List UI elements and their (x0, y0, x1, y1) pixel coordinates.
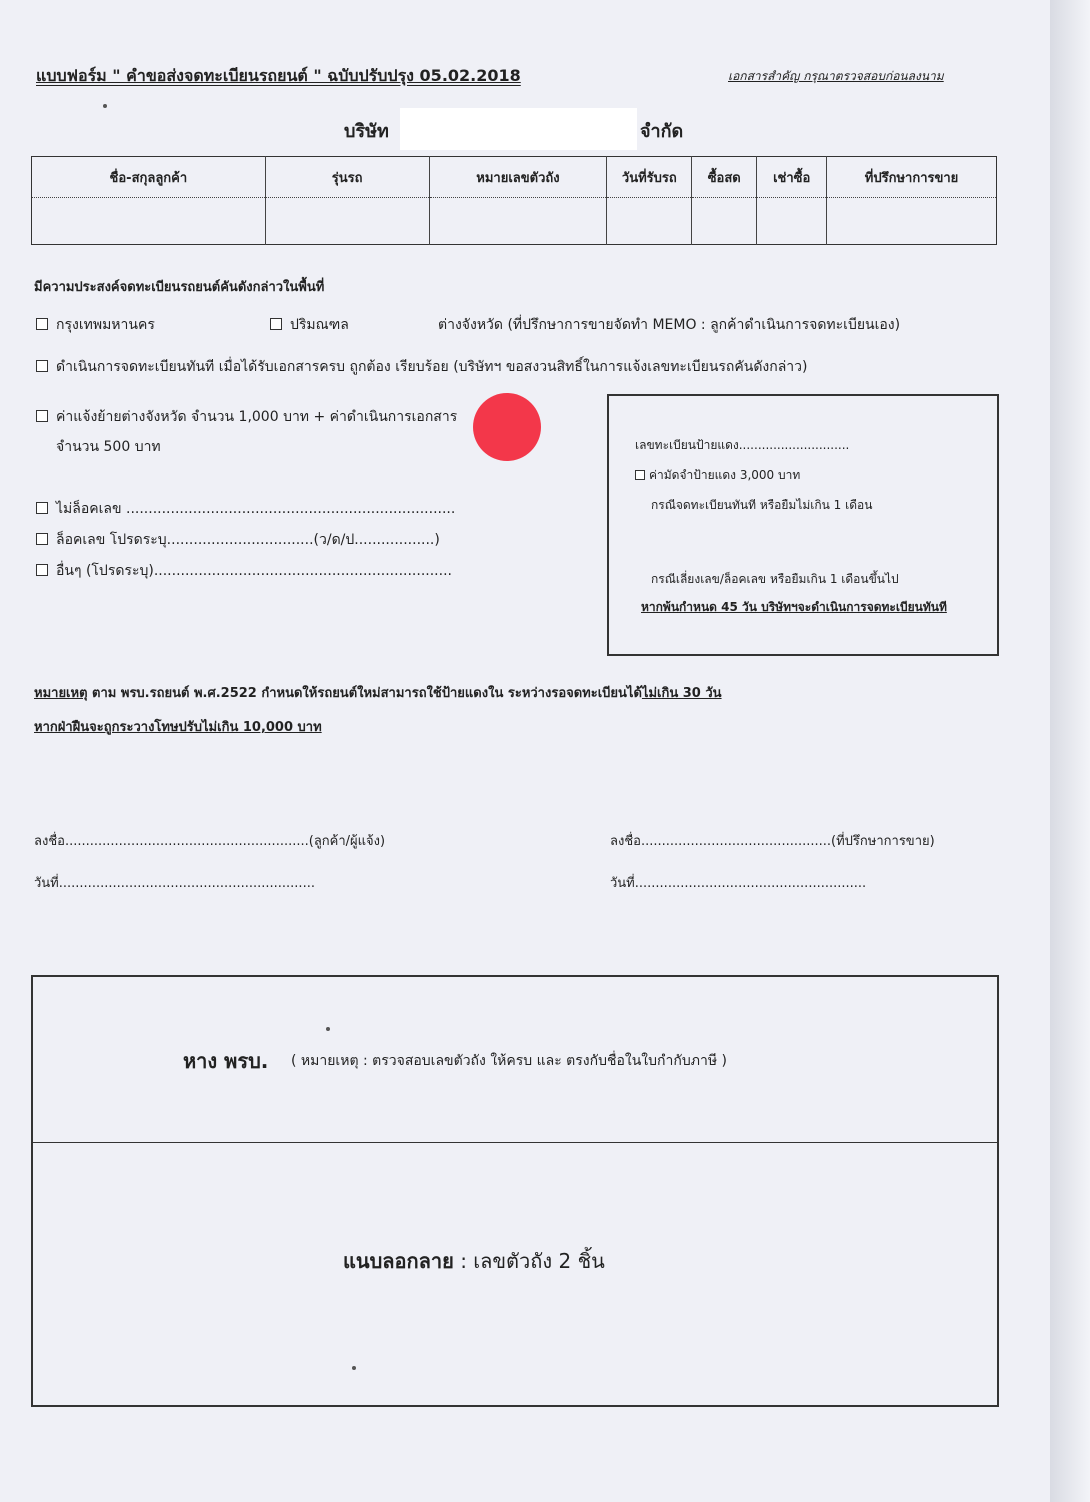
header-model: รุ่นรถ (265, 157, 429, 198)
option-upcountry: ต่างจังหวัด (ที่ปรึกษาการขายจัดทำ MEMO : ลูกค้าดำเนินการจดทะเบียนเอง) (438, 317, 901, 333)
red-plate-deposit-label: ค่ามัดจำป้ายแดง 3,000 บาท (649, 468, 801, 482)
option-move-fee-label: ค่าแจ้งย้ายต่างจังหวัด จำนวน 1,000 บาท + ค่าดำเนินการเอกสาร (56, 409, 458, 425)
checkbox-no-lock[interactable] (36, 502, 48, 514)
attachment-value: : เลขตัวถัง 2 ชิ้น (453, 1249, 605, 1273)
cell-model[interactable] (265, 198, 429, 245)
option-immediate[interactable] (36, 356, 808, 378)
cell-delivery-date[interactable] (607, 198, 692, 245)
option-move-fee[interactable] (36, 406, 457, 428)
red-plate-deposit[interactable] (635, 466, 800, 485)
customer-signature-line[interactable]: ลงชื่อ...........................................................(ลูกค้า/ผู้แจ้ง) (34, 834, 386, 849)
company-suffix: จำกัด (640, 121, 684, 142)
red-plate-box (607, 394, 999, 656)
cell-hire-purchase[interactable] (757, 198, 827, 245)
option-no-lock-label: ไม่ล็อคเลข .......................................................................... (56, 501, 456, 517)
customer-table (31, 156, 997, 245)
header-delivery-date: วันที่รับรถ (607, 157, 692, 198)
attachment-label: แนบลอกลาย (343, 1249, 454, 1273)
remark-line-2: หากฝ่าฝืนจะถูกระวางโทษปรับไม่เกิน 10,000 บาท (34, 720, 322, 735)
checkbox-perimeter[interactable] (270, 318, 282, 330)
important-notice: เอกสารสำคัญ กรุณาตรวจสอบก่อนลงนาม (728, 69, 944, 83)
header-cash-purchase: ซื้อสด (692, 157, 757, 198)
department-name: หาง พรบ. (183, 1049, 269, 1073)
intent-heading: มีความประสงค์จดทะเบียนรถยนต์คันดังกล่าวในพื้นที่ (34, 280, 325, 295)
header-hire-purchase: เช่าซื้อ (757, 157, 827, 198)
speck (326, 1027, 330, 1031)
option-perimeter[interactable] (270, 314, 349, 336)
remark-limit: ไม่เกิน 30 วัน (641, 686, 722, 701)
red-dot-sticker (473, 393, 541, 461)
header-sales-advisor: ที่ปรึกษาการขาย (827, 157, 997, 198)
cell-customer-name[interactable] (32, 198, 266, 245)
option-other-label: อื่นๆ (โปรดระบุ)................................................................... (56, 563, 452, 579)
form-title: แบบฟอร์ม " คำขอส่งจดทะเบียนรถยนต์ " ฉบับปรับปรุง 05.02.2018 (36, 66, 521, 85)
red-plate-case-immediate: กรณีจดทะเบียนทันที หรือยืมไม่เกิน 1 เดือน (651, 498, 873, 512)
checkbox-move-fee[interactable] (36, 410, 48, 422)
page-edge-shadow (1050, 0, 1090, 1502)
attachment-line (343, 1245, 605, 1277)
option-bangkok[interactable] (36, 314, 155, 336)
move-fee-line-2: จำนวน 500 บาท (56, 439, 161, 455)
checkbox-deposit[interactable] (635, 470, 645, 480)
option-perimeter-label: ปริมณฑล (290, 317, 349, 333)
option-lock-label: ล็อคเลข โปรดระบุ.................................(ว/ด/ป..................) (56, 532, 440, 548)
checkbox-bangkok[interactable] (36, 318, 48, 330)
speck (103, 104, 107, 108)
speck (352, 1366, 356, 1370)
header-chassis-number: หมายเลขตัวถัง (429, 157, 607, 198)
redacted-company-name (400, 108, 637, 150)
red-plate-case-lock: กรณีเลี่ยงเลข/ล็อคเลข หรือยืมเกิน 1 เดือนขึ้นไป (651, 572, 899, 586)
cell-sales-advisor[interactable] (827, 198, 997, 245)
option-lock[interactable] (36, 529, 440, 551)
company-prefix: บริษัท (344, 121, 389, 142)
remark-line-1 (34, 682, 722, 703)
option-bangkok-label: กรุงเทพมหานคร (56, 317, 155, 333)
option-immediate-label: ดำเนินการจดทะเบียนทันที เมื่อได้รับเอกสารครบ ถูกต้อง เรียบร้อย (บริษัทฯ ขอสงวนสิทธิ์ในการแจ้งเลขทะเบียนรถคันดังกล่าว) (56, 359, 808, 375)
checkbox-immediate[interactable] (36, 360, 48, 372)
option-no-lock[interactable] (36, 498, 455, 520)
advisor-date-line[interactable]: วันที่........................................................ (610, 876, 867, 891)
remark-label: หมายเหตุ (34, 686, 88, 701)
checkbox-other[interactable] (36, 564, 48, 576)
customer-date-line[interactable]: วันที่.............................................................. (34, 876, 315, 891)
department-note: ( หมายเหตุ : ตรวจสอบเลขตัวถัง ให้ครบ และ ตรงกับชื่อในใบกำกับภาษี ) (291, 1053, 727, 1069)
cell-chassis-number[interactable] (429, 198, 607, 245)
option-other[interactable] (36, 560, 452, 582)
department-divider (33, 1142, 997, 1143)
cell-cash-purchase[interactable] (692, 198, 757, 245)
red-plate-number: เลขทะเบียนป้ายแดง............................. (635, 438, 850, 452)
red-plate-deadline: หากพ้นกำหนด 45 วัน บริษัทฯจะดำเนินการจดทะเบียนทันที (641, 600, 947, 614)
advisor-signature-line[interactable]: ลงชื่อ..............................................(ที่ปรึกษาการขาย) (610, 834, 935, 849)
header-customer-name: ชื่อ-สกุลลูกค้า (32, 157, 266, 198)
remark-text: ตาม พรบ.รถยนต์ พ.ศ.2522 กำหนดให้รถยนต์ใหม่สามารถใช้ป้ายแดงใน ระหว่างรอจดทะเบียนได้ (87, 686, 642, 701)
department-box (31, 975, 999, 1407)
checkbox-lock[interactable] (36, 533, 48, 545)
